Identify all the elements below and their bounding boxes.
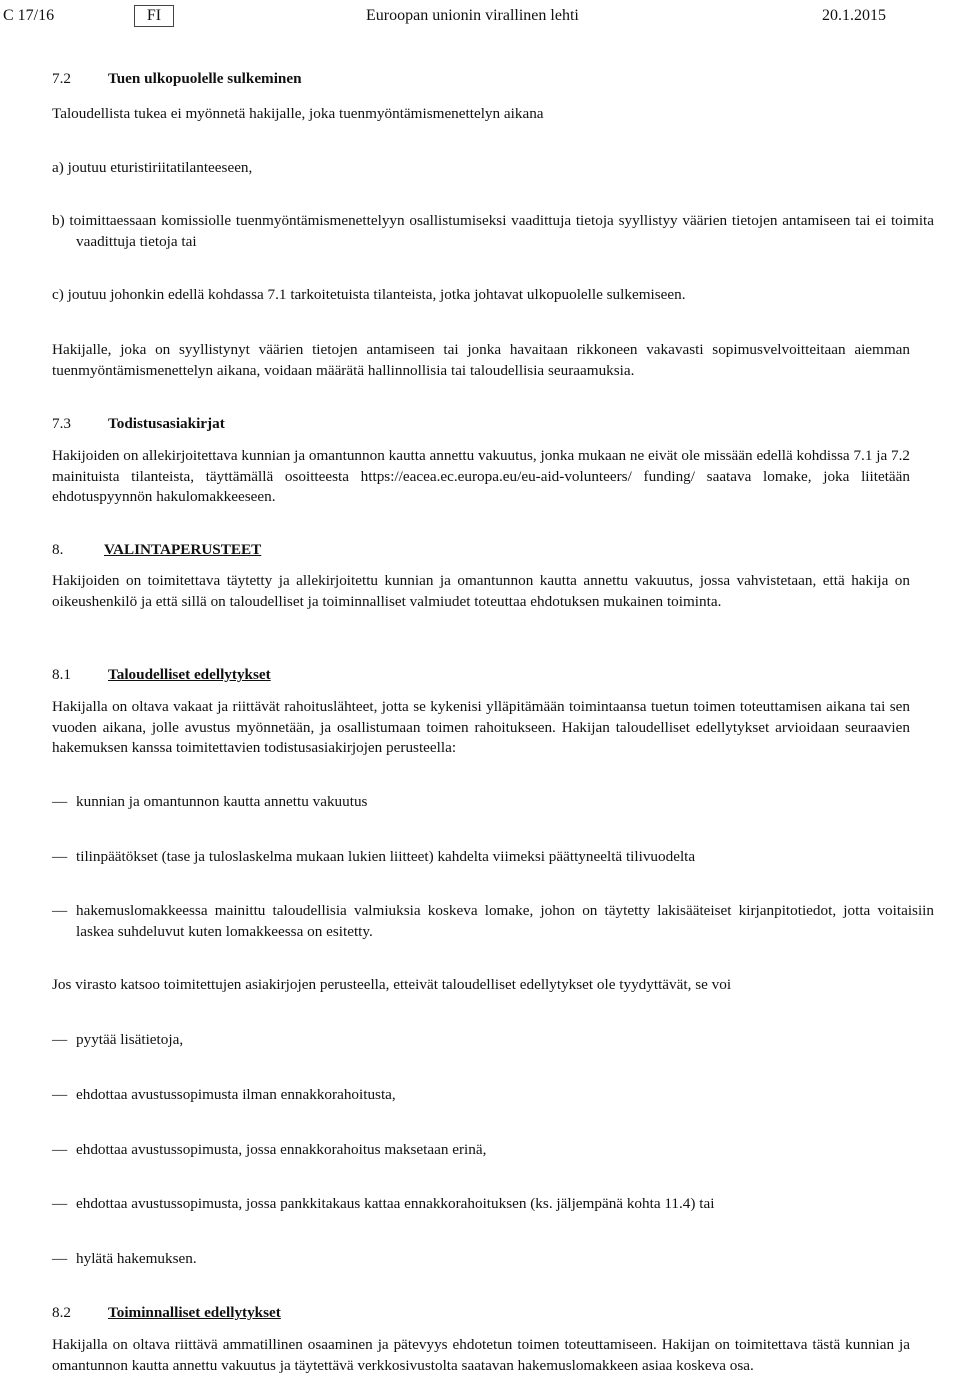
dash-marker: — — [52, 1086, 68, 1103]
journal-title: Euroopan unionin virallinen lehti — [366, 7, 579, 24]
dash-marker: — — [52, 1250, 68, 1267]
list-item: — hakemuslomakkeessa mainittu taloudellisia valmiuksia koskeva lomake, johon on täytetty lakisääteiset kirjanpitotiedot, jotta voitaisiin laskea suhdeluvut kuten lomakkeessa on esitetty. — [52, 902, 934, 940]
section-8-heading — [52, 540, 910, 561]
section-title: VALINTAPERUSTEET — [104, 541, 262, 558]
list-item: — pyytää lisätietoja, — [52, 1030, 934, 1051]
dash-marker: — — [52, 1031, 68, 1048]
list-item: — ehdottaa avustussopimusta ilman ennakkorahoitusta, — [52, 1085, 934, 1106]
section-number: 8.2 — [52, 1304, 71, 1321]
dash-marker: — — [52, 793, 68, 810]
dash-marker: — — [52, 902, 68, 919]
paragraph: Hakijalle, joka on syyllistynyt väärien tietojen antamiseen tai jonka havaitaan rikkoneen vakavasti sopimusvelvoitteitaan aiemman tuenmyöntämismenettelyn aikana, voidaan määrätä hallinnollisia tai taloudellisia seuraamuksia. — [52, 341, 910, 379]
paragraph: Hakijoiden on toimitettava täytetty ja allekirjoitettu kunnian ja omantunnon kautta annettu vakuutus, jossa vahvistetaan, että hakija on oikeushenkilö ja että sillä on taloudelliset ja toiminnalliset valmiudet toteuttaa ehdotuksen mukainen toiminta. — [52, 572, 910, 610]
dash-marker: — — [52, 1141, 68, 1158]
list-item: — kunnian ja omantunnon kautta annettu vakuutus — [52, 792, 934, 813]
list-item: — ehdottaa avustussopimusta, jossa pankkitakaus kattaa ennakkorahoituksen (ks. jäljempänä kohta 11.4) tai — [52, 1194, 934, 1215]
section-7-3-heading — [52, 414, 910, 435]
section-8-1-heading — [52, 665, 910, 686]
paragraph: Jos virasto katsoo toimitettujen asiakirjojen perusteella, etteivät taloudelliset edellytykset ole tyydyttävät, se voi — [52, 976, 732, 993]
section-title: Toiminnalliset edellytykset — [108, 1304, 281, 1321]
list-item-a: a) joutuu eturistiriitatilanteeseen, — [52, 159, 253, 176]
section-title: Todistusasiakirjat — [108, 415, 225, 432]
paragraph: Taloudellista tukea ei myönnetä hakijalle, joka tuenmyöntämismenettelyn aikana — [52, 105, 544, 122]
section-7-2-heading — [52, 69, 910, 90]
list-item-b: b) toimittaessaan komissiolle tuenmyöntämismenettelyyn osallistumiseksi vaadittuja tietoja syyllistyy väärien tietojen antamiseen tai ei toimita vaadittuja tietoja tai — [52, 212, 934, 250]
list-item: — tilinpäätökset (tase ja tuloslaskelma mukaan lukien liitteet) kahdelta viimeksi päättyneeltä tilivuodelta — [52, 847, 934, 868]
dash-marker: — — [52, 848, 68, 865]
section-number: 7.2 — [52, 70, 71, 87]
paragraph: Hakijoiden on allekirjoitettava kunnian ja omantunnon kautta annettu vakuutus, jonka mukaan ne eivät ole missään edellä kohdissa 7.1 ja 7.2 mainituista tilanteista, täyttämällä osoitteesta https://eacea.ec.europa.eu/eu-aid-volunteers/ funding/ saatava lomake, joka liitetään ehdotuspyynnön hakulomakkeeseen. — [52, 447, 910, 505]
paragraph: Hakijalla on oltava riittävä ammatillinen osaaminen ja pätevyys ehdotetun toimen toteuttamiseen. Hakijan on toimitettava tästä kunnian ja omantunnon kautta annettu vakuutus ja täytettävä verkkosivustolta saatavan hakemuslomakkeen asiaa koskeva osa. — [52, 1336, 910, 1374]
list-item: — hylätä hakemuksen. — [52, 1249, 934, 1270]
journal-code: C 17/16 — [3, 7, 55, 24]
section-8-2-heading — [52, 1303, 910, 1324]
section-number: 8. — [52, 541, 64, 558]
page-header — [0, 6, 960, 28]
dash-marker: — — [52, 1195, 68, 1212]
list-item: — ehdottaa avustussopimusta, jossa ennakkorahoitus maksetaan erinä, — [52, 1140, 934, 1161]
language-box: FI — [134, 5, 174, 27]
paragraph: Hakijalla on oltava vakaat ja riittävät rahoituslähteet, jotta se kykenisi ylläpitämään toimintaansa tuetun toimen toteuttamisen aikana tai sen vuoden aikana, jolle avustus myönnetään, ja osallistumaan toimen rahoitukseen. Hakijan taloudelliset edellytykset arvioidaan seuraavien hakemuksen kanssa toimitettavien todistusasiakirjojen perusteella: — [52, 698, 910, 756]
list-item-c: c) joutuu johonkin edellä kohdassa 7.1 tarkoitetuista tilanteista, jotka johtavat ulkopuolelle sulkemiseen. — [52, 286, 686, 303]
publication-date: 20.1.2015 — [822, 7, 886, 24]
section-title: Tuen ulkopuolelle sulkeminen — [108, 70, 302, 87]
section-title: Taloudelliset edellytykset — [108, 666, 271, 683]
section-number: 7.3 — [52, 415, 71, 432]
section-number: 8.1 — [52, 666, 71, 683]
